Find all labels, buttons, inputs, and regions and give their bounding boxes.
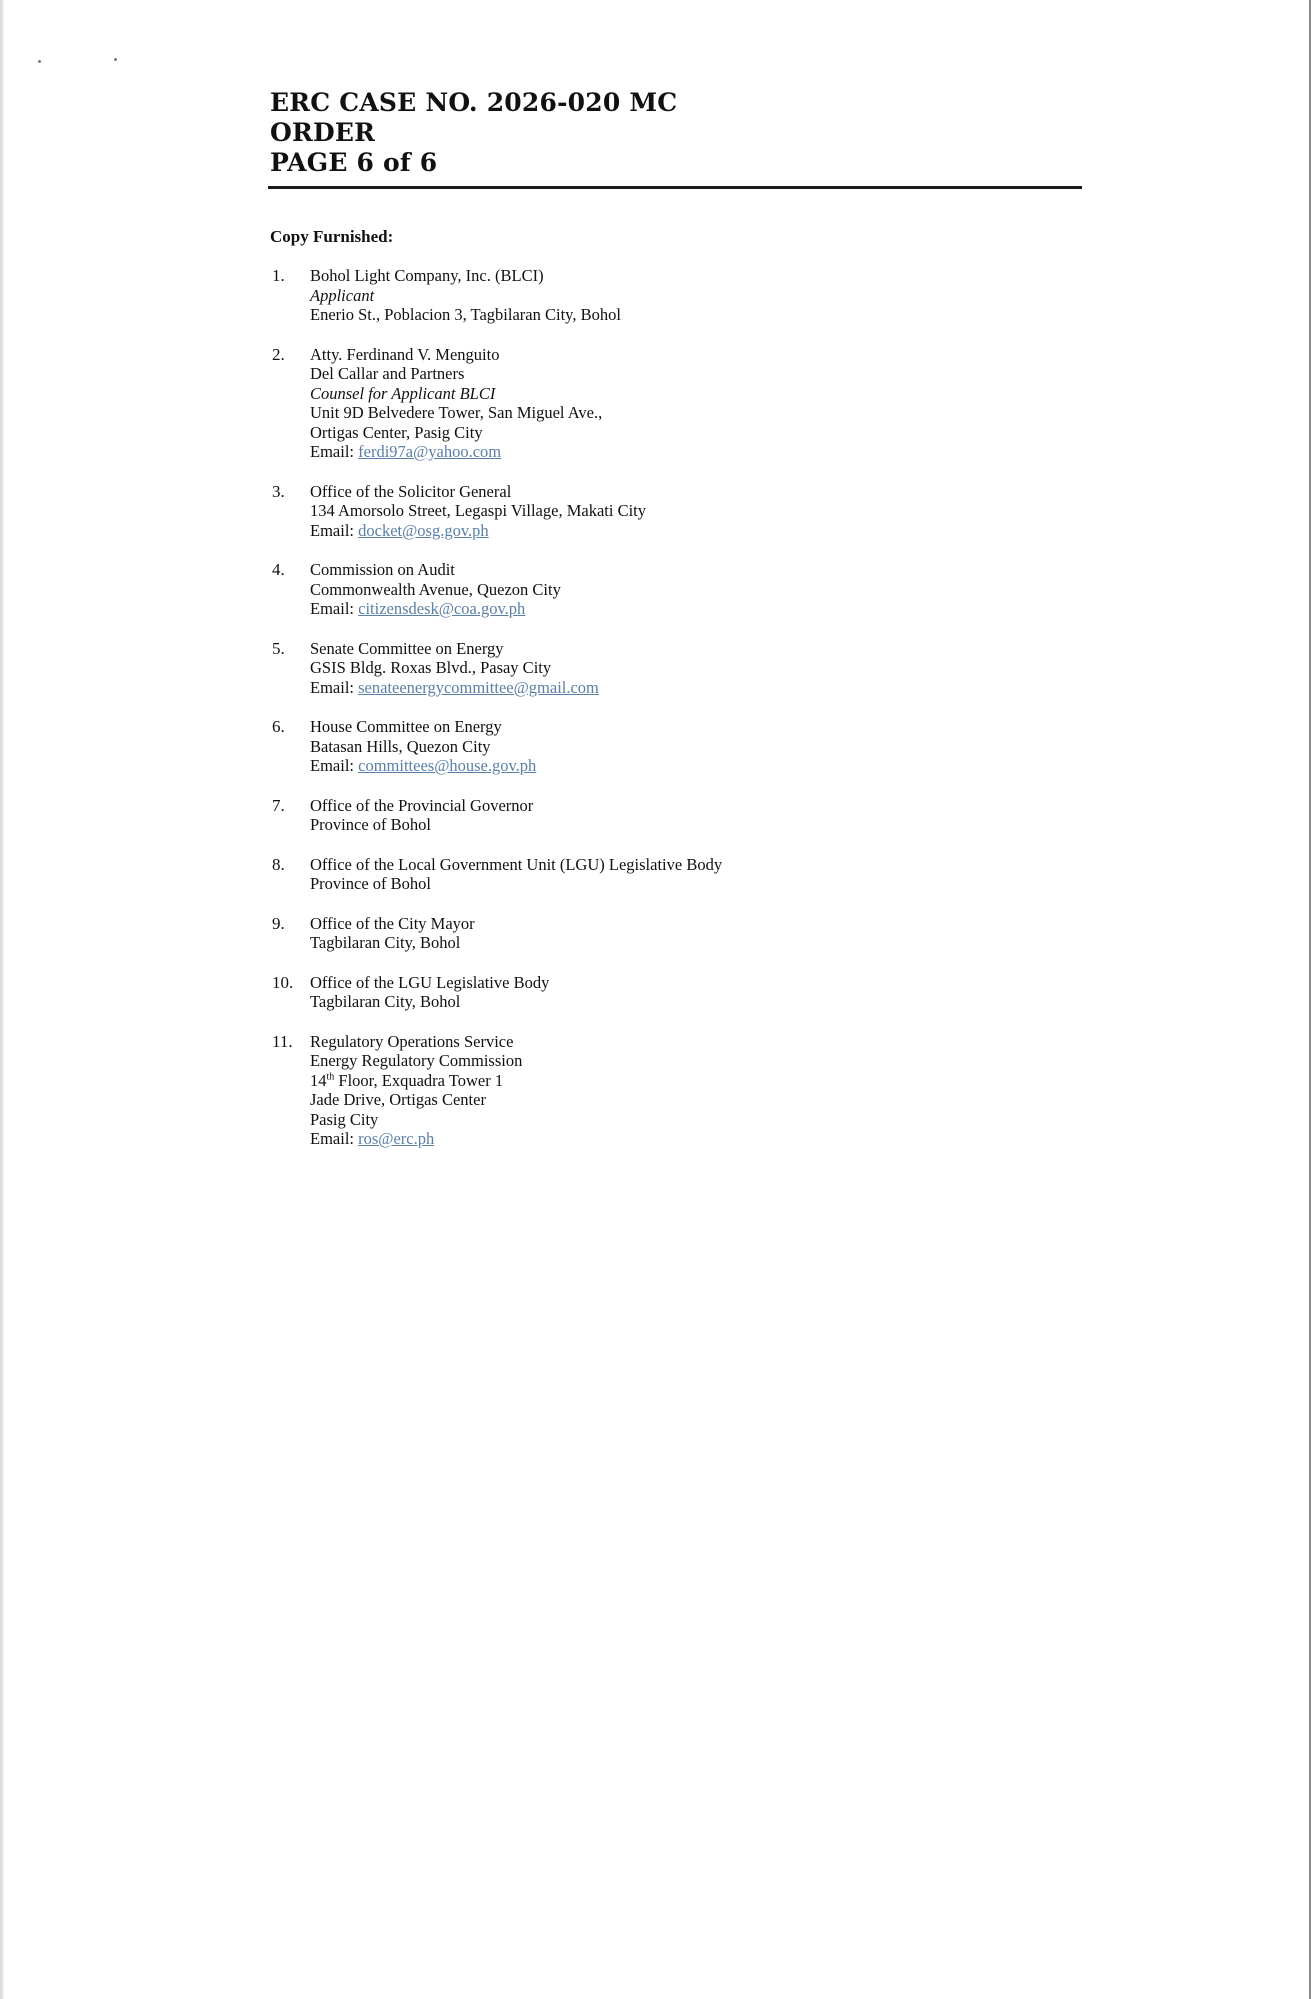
item-number: 6. xyxy=(272,717,285,736)
email-line xyxy=(310,442,1030,462)
email-link[interactable]: ros@erc.ph xyxy=(358,1129,435,1148)
item-number: 4. xyxy=(272,560,285,579)
list-item xyxy=(270,560,1030,619)
item-number: 8. xyxy=(272,854,285,874)
recipient-role: Applicant xyxy=(310,285,375,305)
recipient-name: Senate Committee on Energy xyxy=(310,638,504,658)
recipient-address: Enerio St., Poblacion 3, Tagbilaran City, Bohol xyxy=(310,305,621,324)
recipient-name: Commission on Audit xyxy=(310,560,455,579)
email-line xyxy=(310,599,1030,619)
recipient-address: Province of Bohol xyxy=(310,815,431,834)
list-item xyxy=(270,639,1030,698)
recipient-address: Ortigas Center, Pasig City xyxy=(310,422,483,442)
list-item xyxy=(270,266,1030,325)
floor-rest: Floor, Exquadra Tower 1 xyxy=(334,1070,504,1090)
floor-ordinal: th xyxy=(326,1071,335,1082)
recipient-floor xyxy=(310,1071,1030,1091)
email-label: Email: xyxy=(310,599,354,618)
list-item xyxy=(270,796,1030,835)
recipient-firm: Del Callar and Partners xyxy=(310,364,465,383)
item-number: 2. xyxy=(272,344,285,364)
recipient-address: Province of Bohol xyxy=(310,874,431,893)
case-number: ERC CASE NO. 2026-020 MC xyxy=(270,88,678,117)
email-label: Email: xyxy=(310,442,354,461)
recipient-name: House Committee on Energy xyxy=(310,717,502,736)
email-line xyxy=(310,521,1030,541)
list-item xyxy=(270,1032,1030,1149)
recipient-name: Regulatory Operations Service xyxy=(310,1031,514,1051)
email-link[interactable]: citizensdesk@coa.gov.ph xyxy=(358,599,526,618)
recipient-address: Unit 9D Belvedere Tower, San Miguel Ave., xyxy=(310,403,603,422)
item-number: 11. xyxy=(272,1031,293,1051)
recipient-name: Office of the Solicitor General xyxy=(310,481,512,501)
email-label: Email: xyxy=(310,677,354,697)
list-item xyxy=(270,482,1030,541)
recipient-name: Bohol Light Company, Inc. (BLCI) xyxy=(310,266,544,285)
list-item xyxy=(270,855,1030,894)
item-number: 9. xyxy=(272,913,285,933)
list-item xyxy=(270,345,1030,462)
recipient-address: GSIS Bldg. Roxas Blvd., Pasay City xyxy=(310,658,552,677)
floor-number: 14 xyxy=(310,1070,327,1090)
item-number: 10. xyxy=(272,972,294,992)
email-label: Email: xyxy=(310,756,354,775)
item-number: 1. xyxy=(272,266,285,285)
recipient-address: Commonwealth Avenue, Quezon City xyxy=(310,579,561,599)
recipient-name: Office of the City Mayor xyxy=(310,913,475,933)
email-link[interactable]: ferdi97a@yahoo.com xyxy=(358,442,502,461)
document-type: ORDER xyxy=(270,118,376,147)
recipient-name: Office of the Provincial Governor xyxy=(310,795,534,815)
copy-furnished-heading: Copy Furnished: xyxy=(270,227,394,246)
scan-right-edge xyxy=(1309,0,1311,1999)
scan-speck xyxy=(114,58,117,61)
recipient-address: Tagbilaran City, Bohol xyxy=(310,933,461,952)
recipient-name: Atty. Ferdinand V. Menguito xyxy=(310,344,500,364)
recipient-list xyxy=(270,266,1030,1169)
recipient-address: Tagbilaran City, Bohol xyxy=(310,992,461,1011)
email-link[interactable]: committees@house.gov.ph xyxy=(358,756,537,775)
email-label: Email: xyxy=(310,520,354,540)
recipient-name: Office of the LGU Legislative Body xyxy=(310,972,550,992)
list-item xyxy=(270,973,1030,1012)
scan-speck xyxy=(38,60,41,63)
header-rule xyxy=(268,186,1082,189)
recipient-address: Jade Drive, Ortigas Center xyxy=(310,1090,486,1109)
recipient-address: 134 Amorsolo Street, Legaspi Village, Makati City xyxy=(310,501,646,520)
email-line xyxy=(310,756,1030,776)
email-link[interactable]: senateenergycommittee@gmail.com xyxy=(358,677,599,697)
recipient-role: Counsel for Applicant BLCI xyxy=(310,383,496,403)
email-link[interactable]: docket@osg.gov.ph xyxy=(358,520,489,540)
recipient-address: Pasig City xyxy=(310,1109,379,1129)
email-line xyxy=(310,1129,1030,1149)
list-item xyxy=(270,914,1030,953)
page-indicator: PAGE 6 of 6 xyxy=(270,148,438,177)
list-item xyxy=(270,717,1030,776)
recipient-name: Office of the Local Government Unit (LGU) Legislative Body xyxy=(310,854,723,874)
recipient-agency: Energy Regulatory Commission xyxy=(310,1051,523,1070)
recipient-address: Batasan Hills, Quezon City xyxy=(310,736,491,756)
scan-left-edge xyxy=(0,0,4,1999)
email-label: Email: xyxy=(310,1129,354,1148)
document-header xyxy=(270,88,1082,178)
item-number: 7. xyxy=(272,795,285,815)
email-line xyxy=(310,678,1030,698)
item-number: 3. xyxy=(272,481,285,501)
item-number: 5. xyxy=(272,638,285,658)
